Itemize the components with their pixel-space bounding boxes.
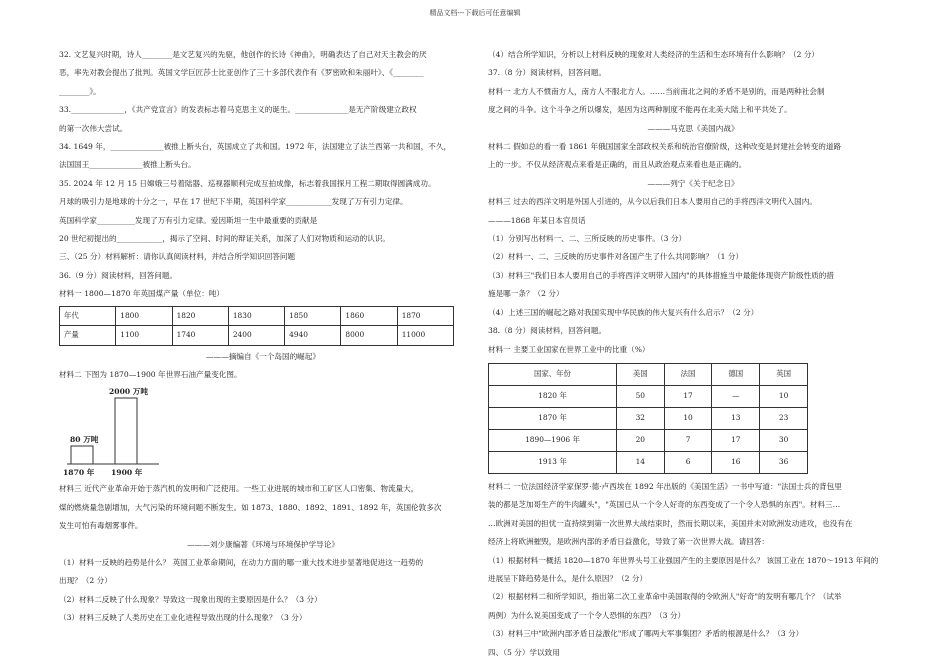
q35-line1: 35. 2024 年 12 月 15 日嫦娥三号着陆器、巡视器顺利完成互拍成像，标志着我国探月工程二期取得圆满成功。: [59, 178, 436, 188]
industry-share-table: [488, 363, 808, 474]
q38-sub1-line1: （1）根据材料一概括 1820—1870 年世界头号工业强国产生的主要原因是什么？ 该国工业在 1870～1913 年间的: [488, 555, 879, 565]
q35-line4: 20 世纪初提出的____________，揭示了空间、时间的辩证关系，加深了人们对物质和运动的认识。: [59, 234, 391, 244]
q37-sub2: （2）材料一、二、三反映的历史事件对各国产生了什么共同影响？（1 分）: [488, 252, 744, 262]
table-cell: 16: [712, 451, 760, 473]
oil-production-chart: [59, 384, 259, 480]
table-cell: 17: [712, 429, 760, 451]
table-cell: 1913 年: [489, 451, 617, 473]
table-cell: 1890—1906 年: [489, 429, 617, 451]
q38-sub2-line1: （2）根据材料二和所学知识，指出第二次工业革命中美国取得的令欧洲人"好奇"的发明有哪几个？（试举: [488, 592, 842, 602]
table-row: [60, 326, 454, 345]
q36-sub3: （3）材料三反映了人类历史在工业化进程导致出现的什么现象？（3 分）: [59, 613, 307, 623]
q34-line2: 法国国王______________被推上断头台。: [59, 160, 196, 170]
table-header-cell: 国家、年份: [489, 363, 617, 385]
q35-line3: 英国科学家__________发现了万有引力定律。爱因斯坦一生中最重要的贡献是: [59, 215, 318, 225]
table-cell: 10: [760, 385, 808, 407]
q38-sub2-line2: 两例）为什么说美国变成了一个令人恐惧的东西？（3 分）: [488, 610, 686, 620]
q32-line1: 32. 文艺复兴时期，诗人________是文艺复兴的先驱，他创作的长诗《神曲》，明确表达了自己对天主教会的厌: [59, 50, 427, 59]
q36-sub1-line2: 出现？（2 分）: [59, 576, 112, 586]
section3-heading: 三、（25 分）材料解析：请你认真阅读材料，并结合所学知识回答问题: [59, 252, 296, 262]
table-cell: 36: [760, 451, 808, 473]
table-cell: 32: [616, 407, 664, 429]
q38-m3-line2: 经济上将欧洲摧毁，是欧洲内部的矛盾日益激化，导致了第一次世界大战。请回答：: [488, 537, 769, 547]
table-cell: 20: [616, 429, 664, 451]
q37-m2-line2: 上的一步。不仅从经济观点来看是正确的，而且从政治观点来看也是正确的。: [488, 160, 747, 170]
oil-chart-svg: [59, 384, 259, 480]
material1-caption: ———摘编自《一个岛国的崛起》: [206, 351, 320, 361]
material3-line3: 发生可怕有毒烟雾事件。: [59, 521, 143, 531]
table-row: [489, 407, 808, 429]
table-cell: 6: [664, 451, 712, 473]
q37-sub3-line2: 施是哪一条？（2 分）: [488, 289, 564, 299]
table-cell: 10: [664, 407, 712, 429]
table-row: [489, 385, 808, 407]
table-cell: 产量: [60, 326, 116, 345]
material3-line1: 材料三 近代产业革命开始于蒸汽机的发明和广泛使用。一些工业进展的城市和工矿区人口密集、物流量大，: [59, 484, 419, 494]
table-cell: 23: [760, 407, 808, 429]
q32-line2: 恶，率先对教会提出了批判。英国文学巨匠莎士比亚创作了三十多部代表作有《罗密欧和朱丽叶》、《________: [59, 68, 424, 78]
table-cell: 17: [664, 385, 712, 407]
table-cell: 1820 年: [489, 385, 617, 407]
material2-label: 材料二 下图为 1870—1900 年世界石油产量变化图。: [59, 369, 242, 379]
table-row: [489, 451, 808, 473]
q36-sub1-line1: （1）材料一反映的趋势是什么？ 英国工业革命期间，在动力方面的哪一重大技术进步显著地促进这一趋势的: [59, 557, 424, 567]
bar-1900: [115, 398, 137, 464]
q38-m2-line2: 装的都是芝加哥生产的牛肉罐头"，"英国已从一个令人好奇的东西变成了一个令人恐惧的东西"。材料三…: [488, 500, 841, 510]
bar-1870: [71, 446, 93, 464]
q38-m1-label: 材料一 主要工业国家在世界工业中的比重（%）: [488, 344, 650, 354]
table-cell: 1740: [172, 326, 228, 345]
q36-heading: 36.（9 分）阅读材料，回答问题。: [59, 270, 178, 280]
q37-m1-source: ———马克思《美国内战》: [647, 123, 739, 133]
q37-m2-line1: 材料二 假如总的看一看 1861 年俄国国家全部政权关系和统治官僚阶级，这种改变是封建社会转变的道路: [488, 142, 842, 152]
table-cell: 1870: [397, 306, 453, 325]
table-header-cell: 英国: [760, 363, 808, 385]
material1-label: 材料一 1800—1870 年英国煤产量（单位：吨）: [59, 289, 224, 299]
q34-line1: 34. 1649 年，______________被推上断头台，英国成立了共和国。1972 年，法国建立了法兰西第一共和国，不久，: [59, 142, 452, 152]
x-label-1900: 1900 年: [111, 468, 143, 478]
q37-m3-source: ———1868 年某日本官员话: [488, 215, 586, 225]
table-cell: 8000: [341, 326, 397, 345]
q36-sub4: （4）结合所学知识，分析以上材料反映的现象对人类经济的生活和生态环境有什么影响？（2 分）: [488, 50, 820, 59]
table-cell: 年代: [60, 306, 116, 325]
table-row: [489, 429, 808, 451]
table-cell: 1850: [285, 306, 341, 325]
q37-heading: 37.（8 分）阅读材料，回答问题。: [488, 68, 607, 78]
table-cell: 7: [664, 429, 712, 451]
table-cell: 4940: [285, 326, 341, 345]
q37-sub4: （4）上述三国的崛起之路对我国实现中华民族的伟大复兴有什么启示？（2 分）: [488, 307, 759, 317]
q37-sub3-line1: （3）材料三"我们日本人要用自己的手将西洋文明带入国内"的具体措施当中最能体现资产阶级性质的措: [488, 270, 834, 280]
q37-m3-line1: 材料三 过去的西洋文明是外国人引进的，从今以后我们日本人要用自己的手将西洋文明代入国内。: [488, 197, 817, 207]
table-cell: 1800: [116, 306, 172, 325]
table-cell: 1860: [341, 306, 397, 325]
table-cell: 2400: [228, 326, 284, 345]
table-cell: 1830: [228, 306, 284, 325]
table-cell: 1820: [172, 306, 228, 325]
table-cell: 1870 年: [489, 407, 617, 429]
table-header-cell: 法国: [664, 363, 712, 385]
left-column: [59, 46, 467, 628]
table-cell: 50: [616, 385, 664, 407]
table-cell: 30: [760, 429, 808, 451]
q38-sub3: （3）材料三中"欧洲内部矛盾日益激化"形成了哪两大军事集团？矛盾的根源是什么？（3 分）: [488, 629, 804, 639]
q37-m1-line1: 材料一 北方人不惯南方人，南方人不服北方人。……当前南北之间的矛盾不是别的，而是两种社会制: [488, 86, 825, 96]
section4-heading: 四、（5 分）学以致用: [488, 647, 560, 657]
table-row: [489, 363, 808, 385]
q33-line1: 33.______________，《共产党宣言》的发表标志着马克思主义的诞生。______________是无产阶级建立政权: [59, 105, 417, 115]
q38-m2-line1: 材料二 一位法国经济学家保罗·德·卢西埃在 1892 年出版的《美国生活》一书中写道："法国士兵的背包里: [488, 481, 842, 491]
q38-sub1-line2: 进展呈下降趋势是什么，是什么原因？（2 分）: [488, 573, 648, 583]
q37-m1-line2: 度之间的斗争。这个斗争之所以爆发，是因为这两种制度不能再在北美大陆上和平共处了。: [488, 105, 792, 115]
q37-sub1: （1）分别写出材料一、二、三所反映的历史事件。（3 分）: [488, 234, 687, 244]
page-header: 精品文档---下载后可任意编辑: [429, 9, 521, 17]
table-cell: 14: [616, 451, 664, 473]
q33-line2: 的第一次伟大尝试。: [59, 123, 128, 133]
right-column: [488, 46, 898, 662]
q38-m3-line1: …欧洲对美国的担忧一直持续到第一次世界大战结束时，然而长期以来，美国并未对欧洲发动进攻，也没有在: [488, 518, 853, 528]
table-header-cell: 德国: [712, 363, 760, 385]
x-label-1870: 1870 年: [63, 468, 95, 478]
table-row: [60, 306, 454, 325]
q36-sub2: （2）材料二反映了什么现象？导致这一现象出现的主要原因是什么？（3 分）: [59, 594, 322, 604]
q35-line2: 月球的吸引力是地球的十分之一，早在 17 世纪下半期，英国科学家____________发现了万有引力定律。: [59, 197, 408, 207]
table-cell: 11000: [397, 326, 453, 345]
table-cell: 1100: [116, 326, 172, 345]
material3-caption: ———刘少康编著《环境与环境保护学导论》: [187, 539, 339, 549]
bar-label-1900: 2000 万吨: [109, 387, 148, 397]
q37-m2-source: ———列宁《关于纪念日》: [647, 178, 739, 188]
coal-output-table: [59, 306, 454, 346]
material3-line2: 煤的燃烧量急剧增加，大气污染的环境问题不断发生。如 1873、1880、1892、1891、1892 年，英国伦敦多次: [59, 502, 442, 512]
table-header-cell: 美国: [616, 363, 664, 385]
table-cell: —: [712, 385, 760, 407]
q38-heading: 38.（8 分）阅读材料，回答问题。: [488, 326, 607, 336]
q32-line3: ________》。: [59, 86, 101, 96]
table-cell: 13: [712, 407, 760, 429]
bar-label-1870: 80 万吨: [70, 435, 99, 445]
